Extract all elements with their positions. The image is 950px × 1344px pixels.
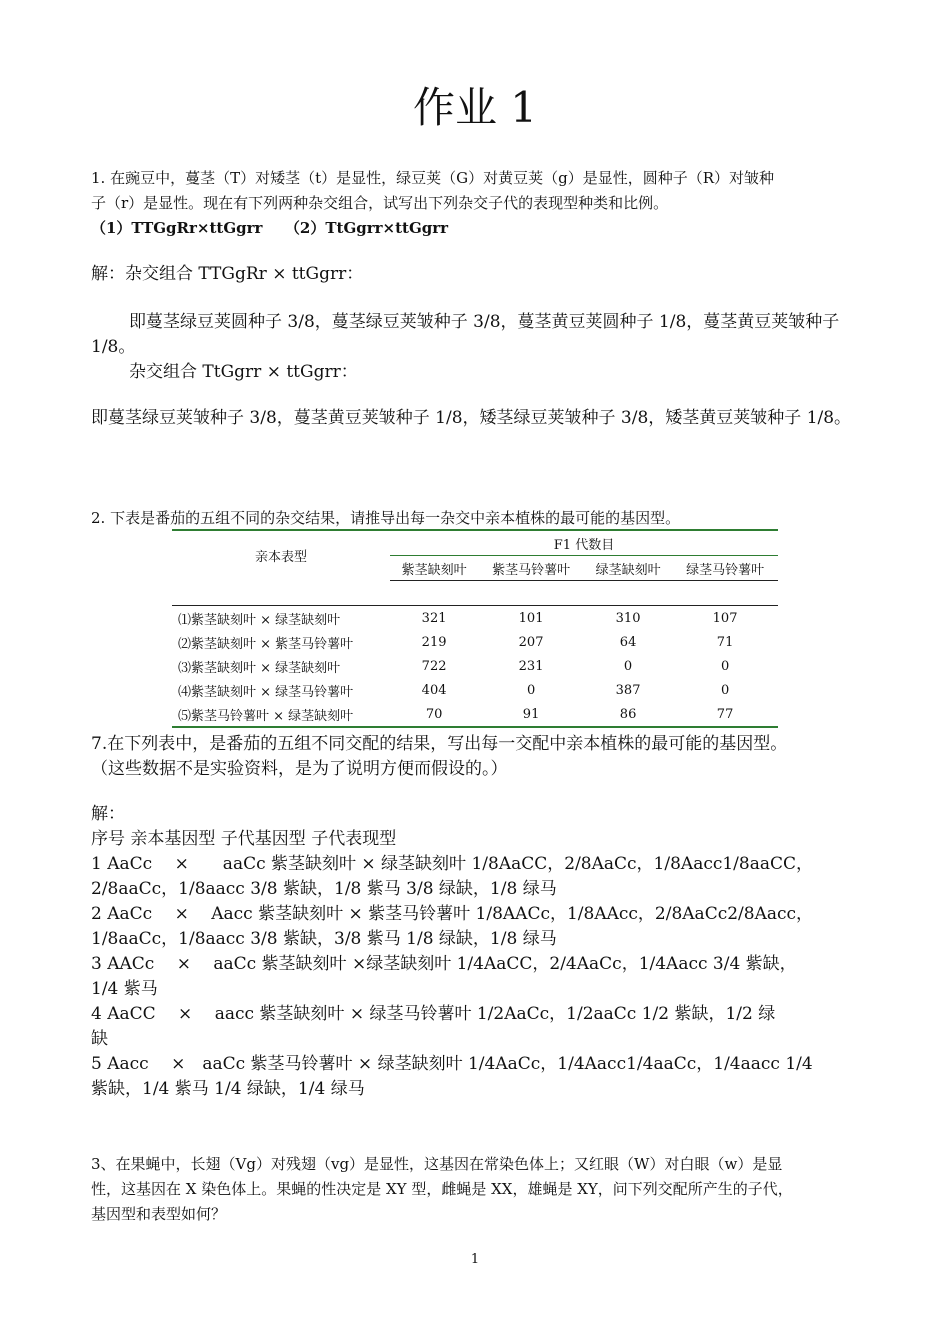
q7-answer-line: 1/4 紫马: [91, 979, 158, 999]
q2-text: 2. 下表是番茄的五组不同的杂交结果，请推导出每一杂交中亲本植株的最可能的基因型。: [91, 509, 681, 527]
table-cell: 101: [518, 610, 544, 626]
q7-answer-line: 1 AaCc × aaCc 紫茎缺刻叶 × 绿茎缺刻叶 1/8AaCC，2/8AaCc，1/8Aacc1/8aaCC，: [91, 854, 814, 874]
cross-results-table: [172, 529, 778, 728]
table-col-header: 紫茎缺刻叶: [390, 556, 478, 581]
q7-answer-line: 4 AaCC × aacc 紫茎缺刻叶 × 绿茎马铃薯叶 1/2AaCc，1/2aaCc 1/2 紫缺，1/2 绿: [91, 1004, 776, 1024]
table-cell-cross: ⑵紫茎缺刻叶 × 紫茎马铃薯叶: [178, 636, 354, 652]
table-cell: 0: [720, 682, 730, 698]
table-row: [172, 606, 778, 631]
table-row: [172, 654, 778, 678]
table-row: [172, 702, 778, 727]
table-cell: 321: [421, 610, 447, 626]
table-cell: 64: [619, 634, 637, 650]
question-7: [91, 732, 859, 782]
table-cell: 207: [518, 634, 544, 650]
q3-line-3: 基因型和表型如何？: [91, 1205, 227, 1223]
table-cell: 0: [526, 682, 536, 698]
table-cell-cross: ⑶紫茎缺刻叶 × 绿茎缺刻叶: [178, 660, 341, 676]
table-col-header: 绿茎马铃薯叶: [672, 556, 778, 581]
q7-answer-line: 2 AaCc × Aacc 紫茎缺刻叶 × 紫茎马铃薯叶 1/8AACc，1/8AAcc，2/8AaCc2/8Aacc，: [91, 904, 814, 924]
question-3: [91, 1152, 859, 1227]
table-header-parent: 亲本表型: [254, 550, 307, 566]
table-cell: 86: [584, 702, 672, 727]
q3-line-1: 3、在果蝇中，长翅（Vg）对残翅（vg）是显性，这基因在常染色体上；又红眼（W）对白眼（w）是显: [91, 1155, 783, 1173]
table-cell: 404: [421, 682, 447, 698]
q7-solution-label: 解：: [91, 804, 125, 824]
table-row: [172, 630, 778, 654]
table-cell: 310: [615, 610, 641, 626]
table-cell: 722: [421, 658, 447, 674]
table-cell: 219: [421, 634, 447, 650]
table-col-header: 紫茎马铃薯叶: [478, 556, 584, 581]
table-cell: 77: [672, 702, 778, 727]
q7-answer-line: 3 AACc × aaCc 紫茎缺刻叶 ×绿茎缺刻叶 1/4AaCC，2/4AaCc，1/4Aacc 3/4 紫缺，: [91, 954, 797, 974]
q1-answer-1: 即蔓茎绿豆荚圆种子 3/8，蔓茎绿豆荚皱种子 3/8，蔓茎黄豆荚圆种子 1/8，蔓茎黄豆荚皱种子 1/8。: [91, 312, 840, 357]
q7-solution: [91, 802, 859, 1102]
table-row: [172, 678, 778, 702]
table-cell-cross: ⑸紫茎马铃薯叶 × 绿茎缺刻叶: [172, 702, 390, 727]
q1-solution-1: 解：杂交组合 TTGgRr × ttGgrr：: [91, 264, 364, 284]
q1-line-3: （1）TTGgRr×ttGgrr （2）TtGgrr×ttGgrr: [91, 219, 449, 237]
q1-line-1: 1. 在豌豆中，蔓茎（T）对矮茎（t）是显性，绿豆荚（G）对黄豆荚（g）是显性，圆种子（R）对皱种: [91, 169, 774, 187]
table-cell: 387: [615, 682, 641, 698]
page-title: 作业 1: [412, 83, 538, 132]
q7-header: 序号 亲本基因型 子代基因型 子代表现型: [91, 829, 397, 849]
table-cell: 0: [720, 658, 730, 674]
question-1: [91, 166, 859, 241]
table-cell-cross: ⑴紫茎缺刻叶 × 绿茎缺刻叶: [178, 612, 341, 628]
table-cell: 107: [712, 610, 738, 626]
q7-line-2: （这些数据不是实验资料，是为了说明方便而假设的。）: [91, 759, 508, 779]
q7-answer-line: 缺: [91, 1029, 108, 1049]
q7-answer-line: 2/8aaCc，1/8aacc 3/8 紫缺，1/8 紫马 3/8 绿缺，1/8 绿马: [91, 879, 557, 899]
table-cell: 231: [518, 658, 544, 674]
q7-answer-line: 1/8aaCc，1/8aacc 3/8 紫缺，3/8 紫马 1/8 绿缺，1/8 绿马: [91, 929, 557, 949]
q1-line-2: 子（r）是显性。现在有下列两种杂交组合，试写出下列杂交子代的表现型种类和比例。: [91, 194, 669, 212]
q7-answer-line: 紫缺，1/4 紫马 1/4 绿缺，1/4 绿马: [91, 1079, 365, 1099]
q1-solution-2: 杂交组合 TtGgrr × ttGgrr：: [129, 362, 358, 382]
table-cell: 70: [390, 702, 478, 727]
table-col-header: 绿茎缺刻叶: [584, 556, 672, 581]
q1-answer-2: 即蔓茎绿豆荚皱种子 3/8，蔓茎黄豆荚皱种子 1/8，矮茎绿豆荚皱种子 3/8，矮茎黄豆荚皱种子 1/8。: [91, 408, 852, 428]
table-cell: 0: [623, 658, 633, 674]
table-cell: 91: [478, 702, 584, 727]
table-header-f1: F1 代数目: [553, 537, 615, 553]
q7-answer-line: 5 Aacc × aaCc 紫茎马铃薯叶 × 绿茎缺刻叶 1/4AaCc，1/4Aacc1/4aaCc，1/4aacc 1/4: [91, 1054, 813, 1074]
q7-line-1: 7.在下列表中，是番茄的五组不同交配的结果，写出每一交配中亲本植株的最可能的基因型。: [91, 734, 788, 754]
q3-line-2: 性，这基因在 X 染色体上。果蝇的性决定是 XY 型，雌蝇是 XX，雄蝇是 XY，问下列交配所产生的子代，: [91, 1180, 793, 1198]
page-number: 1: [470, 1252, 480, 1267]
table-cell-cross: ⑷紫茎缺刻叶 × 绿茎马铃薯叶: [178, 684, 354, 700]
table-cell: 71: [716, 634, 734, 650]
